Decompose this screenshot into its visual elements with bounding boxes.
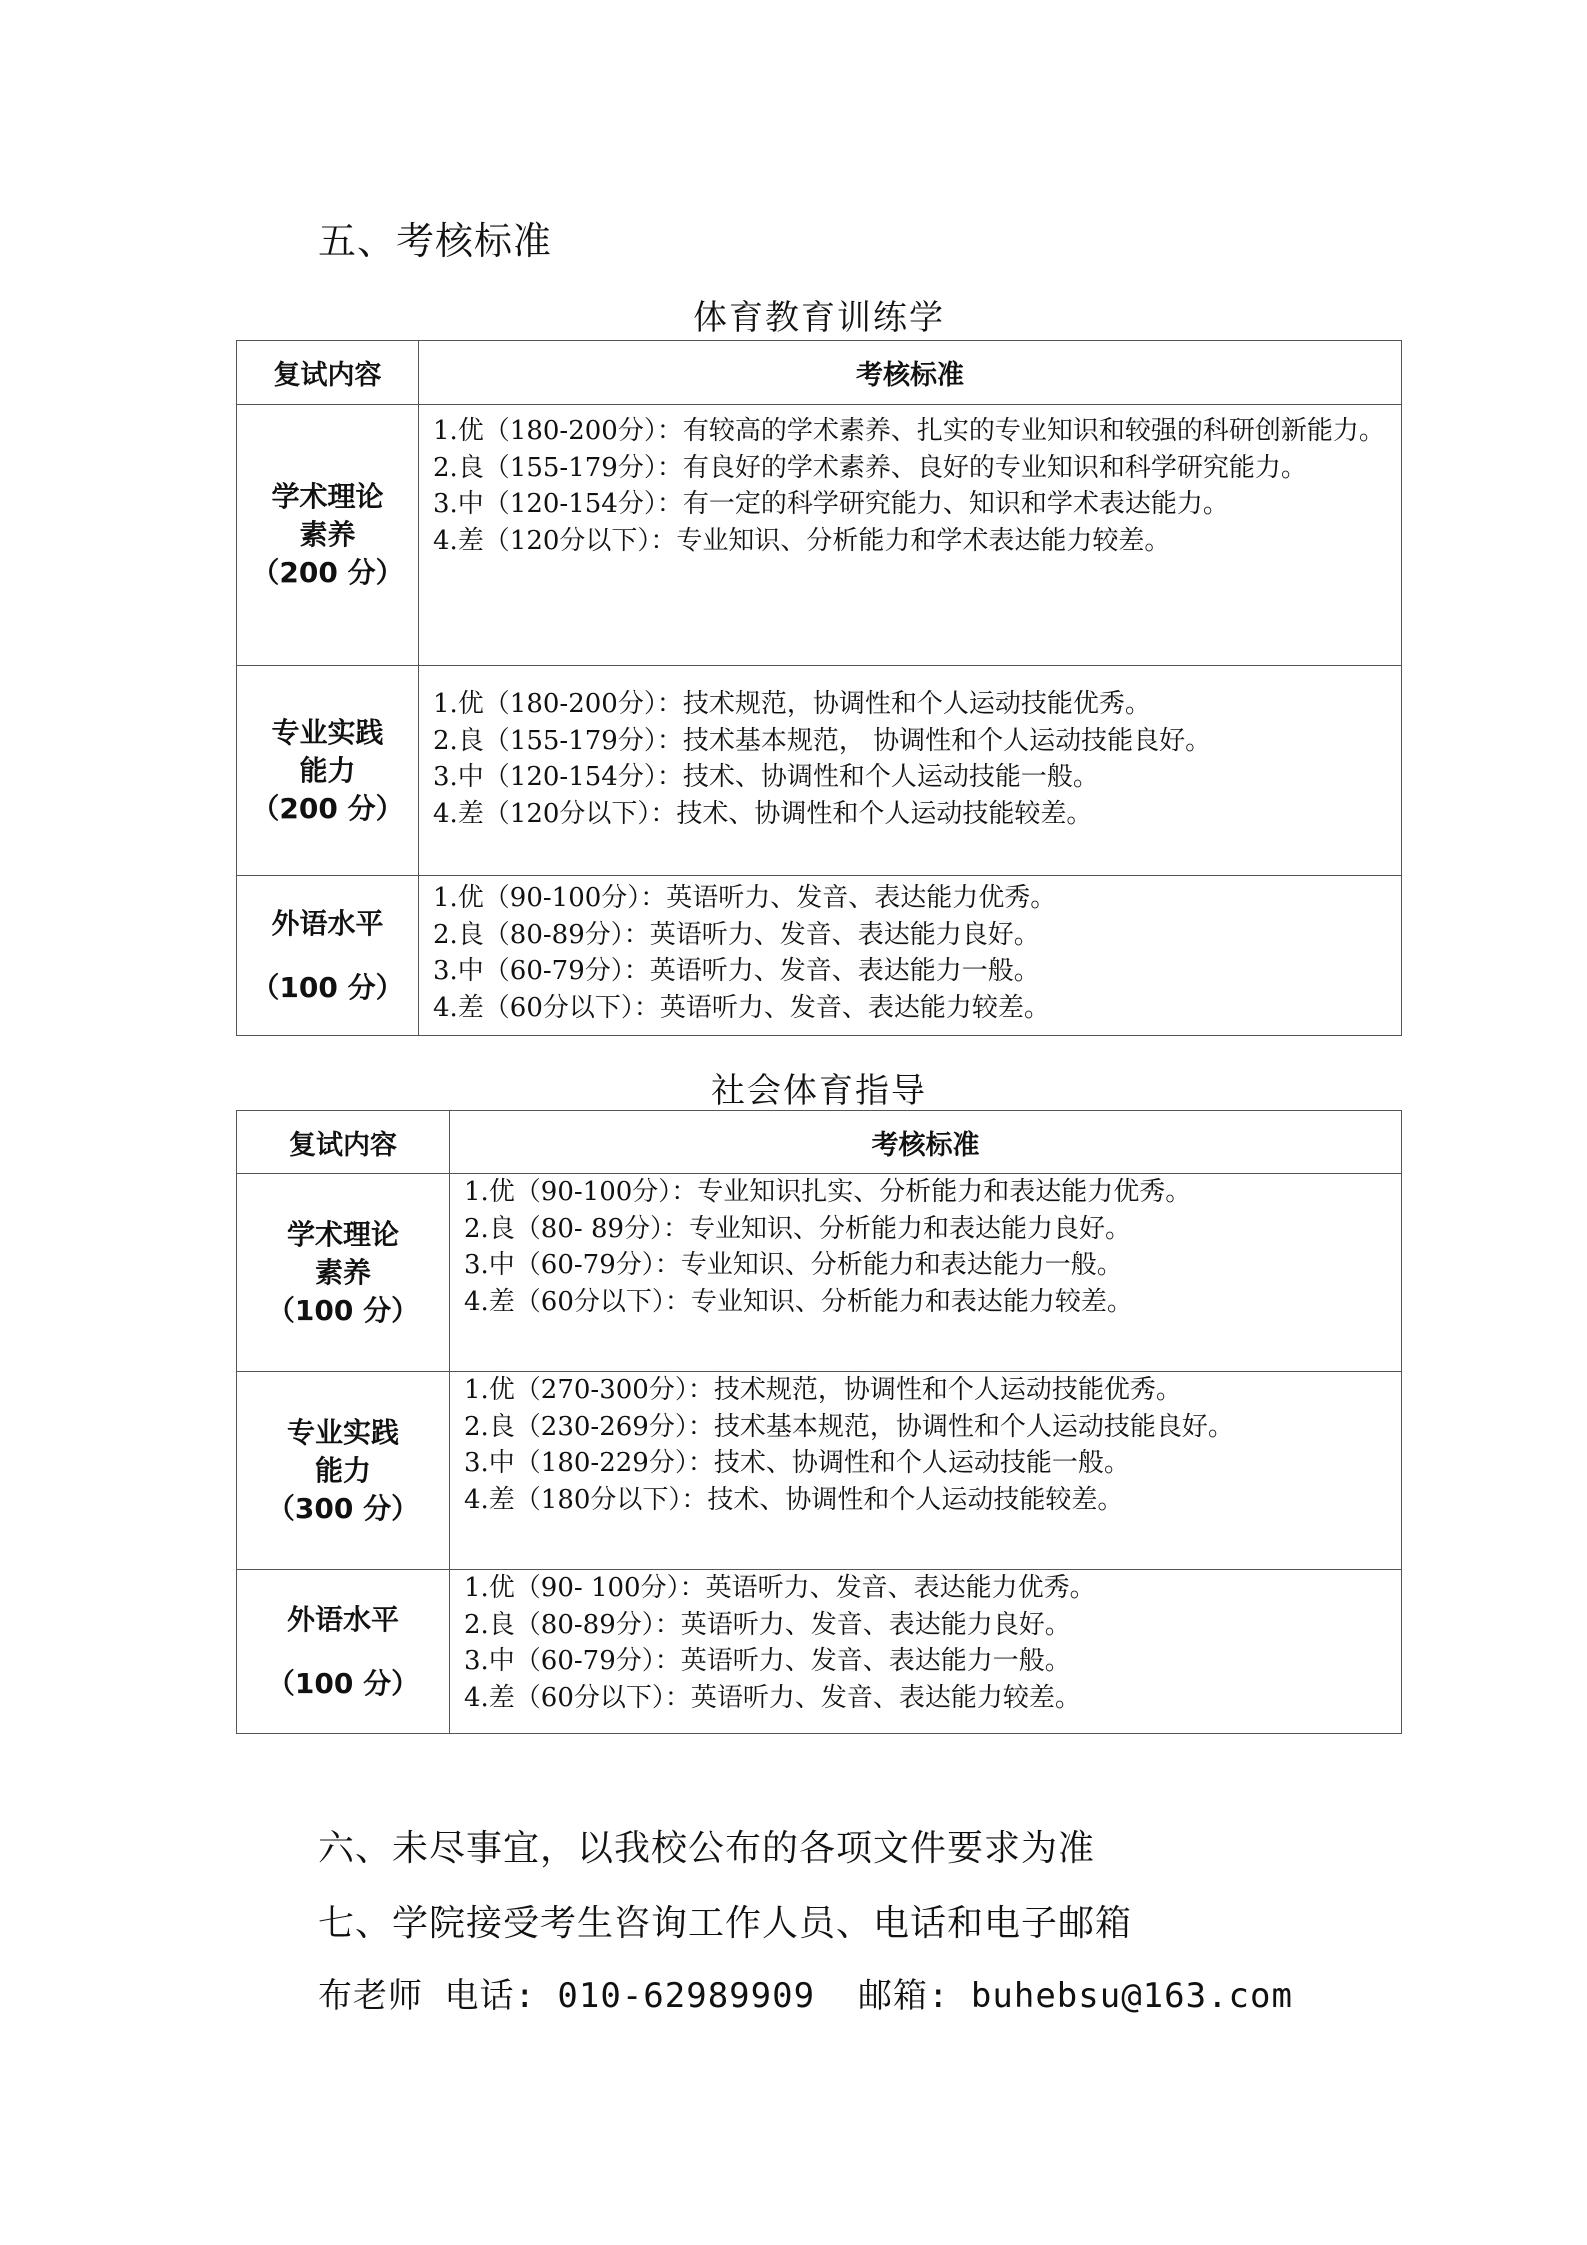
col-header-standard: 考核标准 [450, 1111, 1402, 1174]
row-label-line: 外语水平 [286, 1602, 399, 1636]
table2-caption: 社会体育指导 [711, 1071, 927, 1111]
row-label [237, 1174, 450, 1372]
row-label-line: 专业实践 [286, 1415, 399, 1449]
criteria-line: 2.良（155-179分）：有良好的学术素养、良好的专业知识和科学研究能力。 [433, 452, 1307, 483]
table1-header-row [237, 341, 1402, 405]
table-row [237, 405, 1402, 666]
row-criteria [450, 1372, 1402, 1570]
row-label-line: 素养 [299, 518, 356, 551]
criteria-line: 4.差（120分以下）：专业知识、分析能力和学术表达能力较差。 [433, 525, 1171, 556]
criteria-line: 3.中（180-229分）：技术、协调性和个人运动技能一般。 [464, 1448, 1130, 1478]
section5-title: 五、考核标准 [318, 219, 553, 263]
criteria-line: 3.中（60-79分）：英语听力、发音、表达能力一般。 [433, 956, 1040, 986]
criteria-line: 1.优（90- 100分）：英语听力、发音、表达能力优秀。 [464, 1573, 1096, 1603]
table-row [237, 1570, 1402, 1734]
criteria-line: 1.优（180-200分）：有较高的学术素养、扎实的专业知识和较强的科研创新能力。 [433, 416, 1385, 446]
row-label [237, 405, 419, 666]
row-score: （300 分） [266, 1491, 420, 1525]
row-criteria [419, 666, 1402, 876]
criteria-line: 2.良（80-89分）：英语听力、发音、表达能力良好。 [433, 919, 1040, 950]
row-label-line: 能力 [314, 1453, 371, 1487]
criteria-line: 2.良（230-269分）：技术基本规范，协调性和个人运动技能良好。 [464, 1411, 1234, 1442]
row-label-line: 学术理论 [271, 480, 384, 513]
row-label [237, 876, 419, 1036]
criteria-line: 4.差（60分以下）：英语听力、发音、表达能力较差。 [433, 992, 1050, 1023]
table-row [237, 1174, 1402, 1372]
table-row [237, 666, 1402, 876]
row-score: （100 分） [266, 1666, 420, 1700]
criteria-line: 1.优（180-200分）：技术规范，协调性和个人运动技能优秀。 [433, 689, 1151, 719]
row-label-line: 学术理论 [286, 1217, 399, 1251]
table2-header-row [237, 1111, 1402, 1174]
row-label [237, 1372, 450, 1570]
row-score: （100 分） [251, 970, 404, 1004]
row-label-line: 素养 [314, 1255, 371, 1289]
row-score: （200 分） [251, 556, 404, 589]
criteria-line: 2.良（80-89分）：英语听力、发音、表达能力良好。 [464, 1609, 1071, 1640]
criteria-line: 4.差（120分以下）：技术、协调性和个人运动技能较差。 [433, 798, 1093, 829]
row-criteria [419, 405, 1402, 666]
criteria-line: 1.优（90-100分）：专业知识扎实、分析能力和表达能力优秀。 [464, 1177, 1192, 1207]
col-header-standard: 考核标准 [419, 341, 1402, 405]
table1 [236, 340, 1402, 1036]
criteria-line: 2.良（155-179分）：技术基本规范， 协调性和个人运动技能良好。 [433, 725, 1212, 756]
row-criteria [419, 876, 1402, 1036]
criteria-line: 1.优（90-100分）：英语听力、发音、表达能力优秀。 [433, 883, 1057, 913]
row-label-line: 能力 [299, 753, 356, 787]
row-label-line: 外语水平 [271, 906, 384, 940]
contact-info: 布老师 电话: 010-62989909 邮箱: buhebsu@163.com [318, 1976, 1293, 2016]
row-label-line: 专业实践 [271, 715, 384, 749]
criteria-line: 3.中（60-79分）：专业知识、分析能力和表达能力一般。 [464, 1250, 1123, 1280]
col-header-content: 复试内容 [237, 341, 419, 405]
section7-title: 七、学院接受考生咨询工作人员、电话和电子邮箱 [318, 1903, 1133, 1944]
row-score: （200 分） [251, 791, 404, 825]
criteria-line: 4.差（180分以下）：技术、协调性和个人运动技能较差。 [464, 1484, 1124, 1515]
criteria-line: 4.差（60分以下）：英语听力、发音、表达能力较差。 [464, 1682, 1081, 1713]
table1-caption: 体育教育训练学 [693, 298, 945, 338]
section6-title: 六、未尽事宜，以我校公布的各项文件要求为准 [318, 1828, 1096, 1869]
criteria-line: 3.中（120-154分）：技术、协调性和个人运动技能一般。 [433, 762, 1099, 792]
criteria-line: 4.差（60分以下）：专业知识、分析能力和表达能力较差。 [464, 1286, 1133, 1317]
row-criteria [450, 1174, 1402, 1372]
criteria-line: 3.中（60-79分）：英语听力、发音、表达能力一般。 [464, 1646, 1071, 1676]
row-label [237, 1570, 450, 1734]
table2 [236, 1110, 1402, 1734]
row-label [237, 666, 419, 876]
table-row [237, 876, 1402, 1036]
table-row [237, 1372, 1402, 1570]
criteria-line: 1.优（270-300分）：技术规范，协调性和个人运动技能优秀。 [464, 1375, 1182, 1405]
col-header-content: 复试内容 [237, 1111, 450, 1174]
criteria-line: 3.中（120-154分）：有一定的科学研究能力、知识和学术表达能力。 [433, 489, 1229, 519]
row-score: （100 分） [266, 1293, 420, 1327]
criteria-line: 2.良（80- 89分）：专业知识、分析能力和表达能力良好。 [464, 1213, 1132, 1244]
row-criteria [450, 1570, 1402, 1734]
